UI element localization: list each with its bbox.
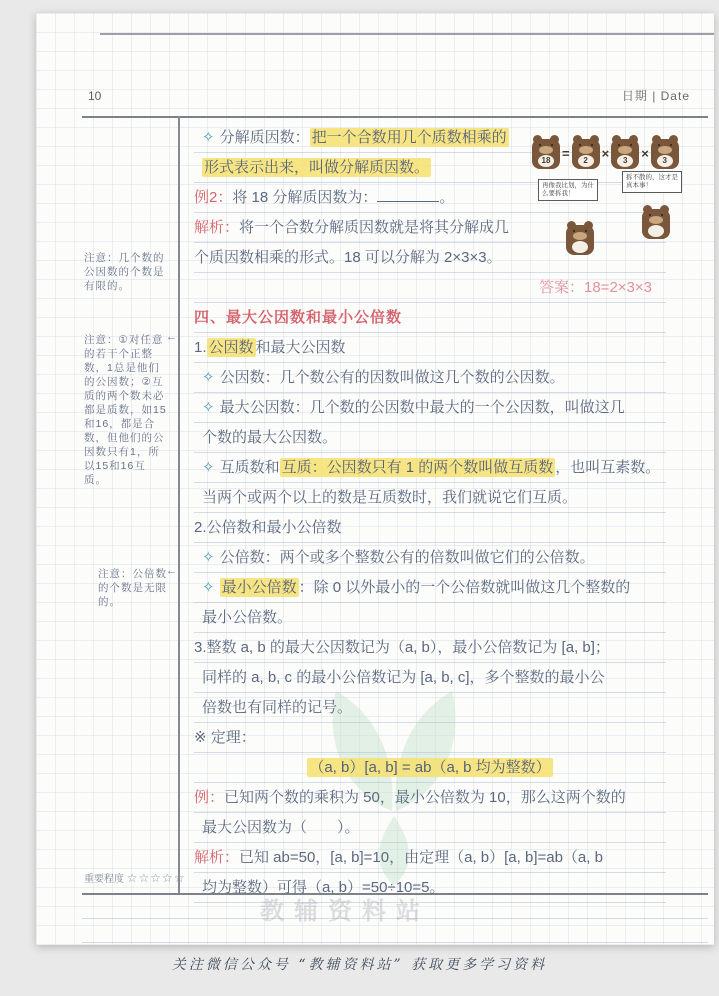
bear-number: 2 xyxy=(578,155,594,167)
bear-sticker xyxy=(572,135,600,169)
bear-eye xyxy=(573,230,575,232)
margin-note: 注意：几个数的公因数的个数是有限的。 xyxy=(84,252,165,292)
note-line xyxy=(194,693,666,723)
note-line xyxy=(194,363,666,393)
text-segment: 个质因数相乘的形式。18 可以分解为 2×3×3。 xyxy=(194,249,502,266)
bear-eye xyxy=(670,144,672,146)
notebook-page xyxy=(36,13,714,945)
note-line xyxy=(194,723,666,753)
text-segment: 公因数：几个数公有的因数叫做这几个数的公因数。 xyxy=(219,369,565,386)
note-line xyxy=(194,783,666,813)
star-bullet-icon: ✧ xyxy=(202,549,215,566)
text-segment: 四、最大公因数和最小公倍数 xyxy=(194,309,403,326)
text-segment: 把一个合数用几个质数相乘的 xyxy=(311,129,507,146)
arrow-left-icon: ← xyxy=(166,565,177,577)
note-line xyxy=(194,573,666,603)
page-number: 10 xyxy=(88,89,102,103)
text-segment: 倍数也有同样的记号。 xyxy=(202,699,353,716)
bear-eye xyxy=(551,144,553,146)
bear-equation xyxy=(532,135,679,169)
text-segment: 公因数 xyxy=(208,339,254,356)
text-segment: ：除 0 以外最小的一个公倍数就叫做这几个整数的 xyxy=(298,579,631,596)
note-line xyxy=(194,333,666,363)
importance-rating xyxy=(84,870,186,885)
star-bullet-icon: ✧ xyxy=(202,129,215,146)
text-segment: 同样的 a, b, c 的最小公倍数记为 [a, b, c]，多个整数的最小公 xyxy=(202,669,605,686)
text-segment: 将 18 分解质因数为： xyxy=(232,189,378,206)
note-line xyxy=(194,843,666,873)
text-segment: 将一个合数分解质因数就是将其分解成几 xyxy=(239,219,510,236)
text-segment: 和最大公因数 xyxy=(255,339,346,356)
date-label: 日期 | Date xyxy=(621,89,690,103)
text-segment: ，也叫互素数。 xyxy=(555,459,661,476)
importance-label: 重要程度 xyxy=(84,874,124,885)
bear-number: 18 xyxy=(538,155,554,167)
text-segment: 当两个或两个以上的数是互质数时，我们就说它们互质。 xyxy=(202,489,578,506)
bear-muzzle xyxy=(573,232,587,240)
star-bullet-icon: ✧ xyxy=(202,459,215,476)
note-line xyxy=(194,663,666,693)
top-rule xyxy=(82,116,708,118)
text-segment: 形式表示出来，叫做分解质因数。 xyxy=(204,159,430,176)
footer-watermark: 关注微信公众号 “教辅资料站” 获取更多学习资料 xyxy=(171,957,548,973)
note-line xyxy=(194,303,666,333)
text-segment: 例2： xyxy=(194,189,233,206)
text-segment: 。 xyxy=(439,189,455,206)
bear-sticker xyxy=(566,221,594,255)
text-segment: 最大公因数：几个数的公因数中最大的一个公因数，叫做这几 xyxy=(219,399,625,416)
margin-divider xyxy=(178,116,180,895)
ruled-line xyxy=(82,942,708,943)
bear-sticker xyxy=(642,205,670,239)
bear-muzzle xyxy=(579,146,593,154)
note-line xyxy=(194,813,666,843)
bear-number: 3 xyxy=(617,155,633,167)
bear-belly xyxy=(572,241,588,253)
bear-sticker xyxy=(611,135,639,169)
star-bullet-icon: ✧ xyxy=(202,399,215,416)
note-line xyxy=(194,423,666,453)
text-segment: 例： xyxy=(194,789,225,806)
text-segment: 1. xyxy=(194,339,207,356)
speech-bubble-right: 拆不散的，这才是真本事！ xyxy=(622,171,682,193)
text-segment xyxy=(377,186,439,202)
note-line xyxy=(194,873,666,903)
text-segment: 3.整数 a, b 的最大公因数记为（a, b），最小公倍数记为 [a, b]； xyxy=(194,639,610,656)
note-line xyxy=(194,513,666,543)
bear-eye xyxy=(591,144,593,146)
margin-note: 注意：公倍数的个数是无限的。 xyxy=(98,568,167,608)
text-segment: 分解质因数： xyxy=(219,129,310,146)
bear-eye xyxy=(585,230,587,232)
bear-eye xyxy=(658,144,660,146)
bear-muzzle xyxy=(658,146,672,154)
operator-symbol: = xyxy=(562,146,570,161)
bear-muzzle xyxy=(539,146,553,154)
bear-belly xyxy=(648,225,664,237)
text-segment: 2.公倍数和最小公倍数 xyxy=(194,519,342,536)
bear-sticker xyxy=(532,135,560,169)
bear-sticker-panel xyxy=(530,129,716,289)
note-line xyxy=(194,753,666,783)
text-segment: 已知 ab=50，[a, b]=10，由定理（a, b）[a, b]=ab（a, b xyxy=(239,849,603,866)
text-segment: 最大公因数为（ ）。 xyxy=(202,819,360,836)
note-line xyxy=(194,453,666,483)
operator-symbol: × xyxy=(601,146,610,161)
bear-eye xyxy=(661,214,663,216)
text-segment: 互质数和 xyxy=(219,459,280,476)
text-segment: 最小公倍数。 xyxy=(202,609,293,626)
margin-note: 注意：①对任意的若干个正整数，1总是他们的公因数；②互质的两个数未必都是质数，如15和16，都是合数，但他们的公因数只有1，所以15和16互质。 xyxy=(84,334,167,486)
operator-symbol: × xyxy=(641,146,649,161)
bear-eye xyxy=(539,144,541,146)
star-bullet-icon: ✧ xyxy=(202,579,215,596)
arrow-left-icon: ← xyxy=(166,331,177,343)
star-bullet-icon: ✧ xyxy=(202,369,215,386)
text-segment: （a, b）[a, b] = ab（a, b 均为整数） xyxy=(309,759,551,776)
bear-sticker xyxy=(651,135,679,169)
bear-number: 3 xyxy=(657,155,673,167)
text-segment: 解析： xyxy=(194,849,240,866)
text-segment: ※ 定理： xyxy=(194,729,256,746)
text-segment: 解析： xyxy=(194,219,240,236)
text-segment: 最小公倍数 xyxy=(221,579,297,596)
page-edge-line xyxy=(100,33,714,35)
speech-bubble-left: 再像我比划，为什么要拆我！ xyxy=(538,179,598,201)
note-line xyxy=(194,543,666,573)
note-line xyxy=(194,603,666,633)
bear-eye xyxy=(579,144,581,146)
text-segment: 答案：18=2×3×3 xyxy=(539,279,652,296)
text-segment: 个数的最大公因数。 xyxy=(202,429,338,446)
text-segment: 已知两个数的乘积为 50，最小公倍数为 10，那么这两个数的 xyxy=(224,789,626,806)
text-segment: 均为整数）可得（a, b）=50÷10=5。 xyxy=(202,879,445,896)
note-line xyxy=(194,393,666,423)
text-segment: 公倍数：两个或多个整数公有的倍数叫做它们的公倍数。 xyxy=(219,549,595,566)
note-line xyxy=(194,483,666,513)
ghost-watermark: 教辅资料站 xyxy=(260,898,430,925)
bear-eye xyxy=(649,214,651,216)
bear-muzzle xyxy=(649,216,663,224)
importance-stars: ☆☆☆☆☆ xyxy=(126,871,186,885)
note-line xyxy=(194,633,666,663)
text-segment: 互质：公因数只有 1 的两个数叫做互质数 xyxy=(281,459,554,476)
